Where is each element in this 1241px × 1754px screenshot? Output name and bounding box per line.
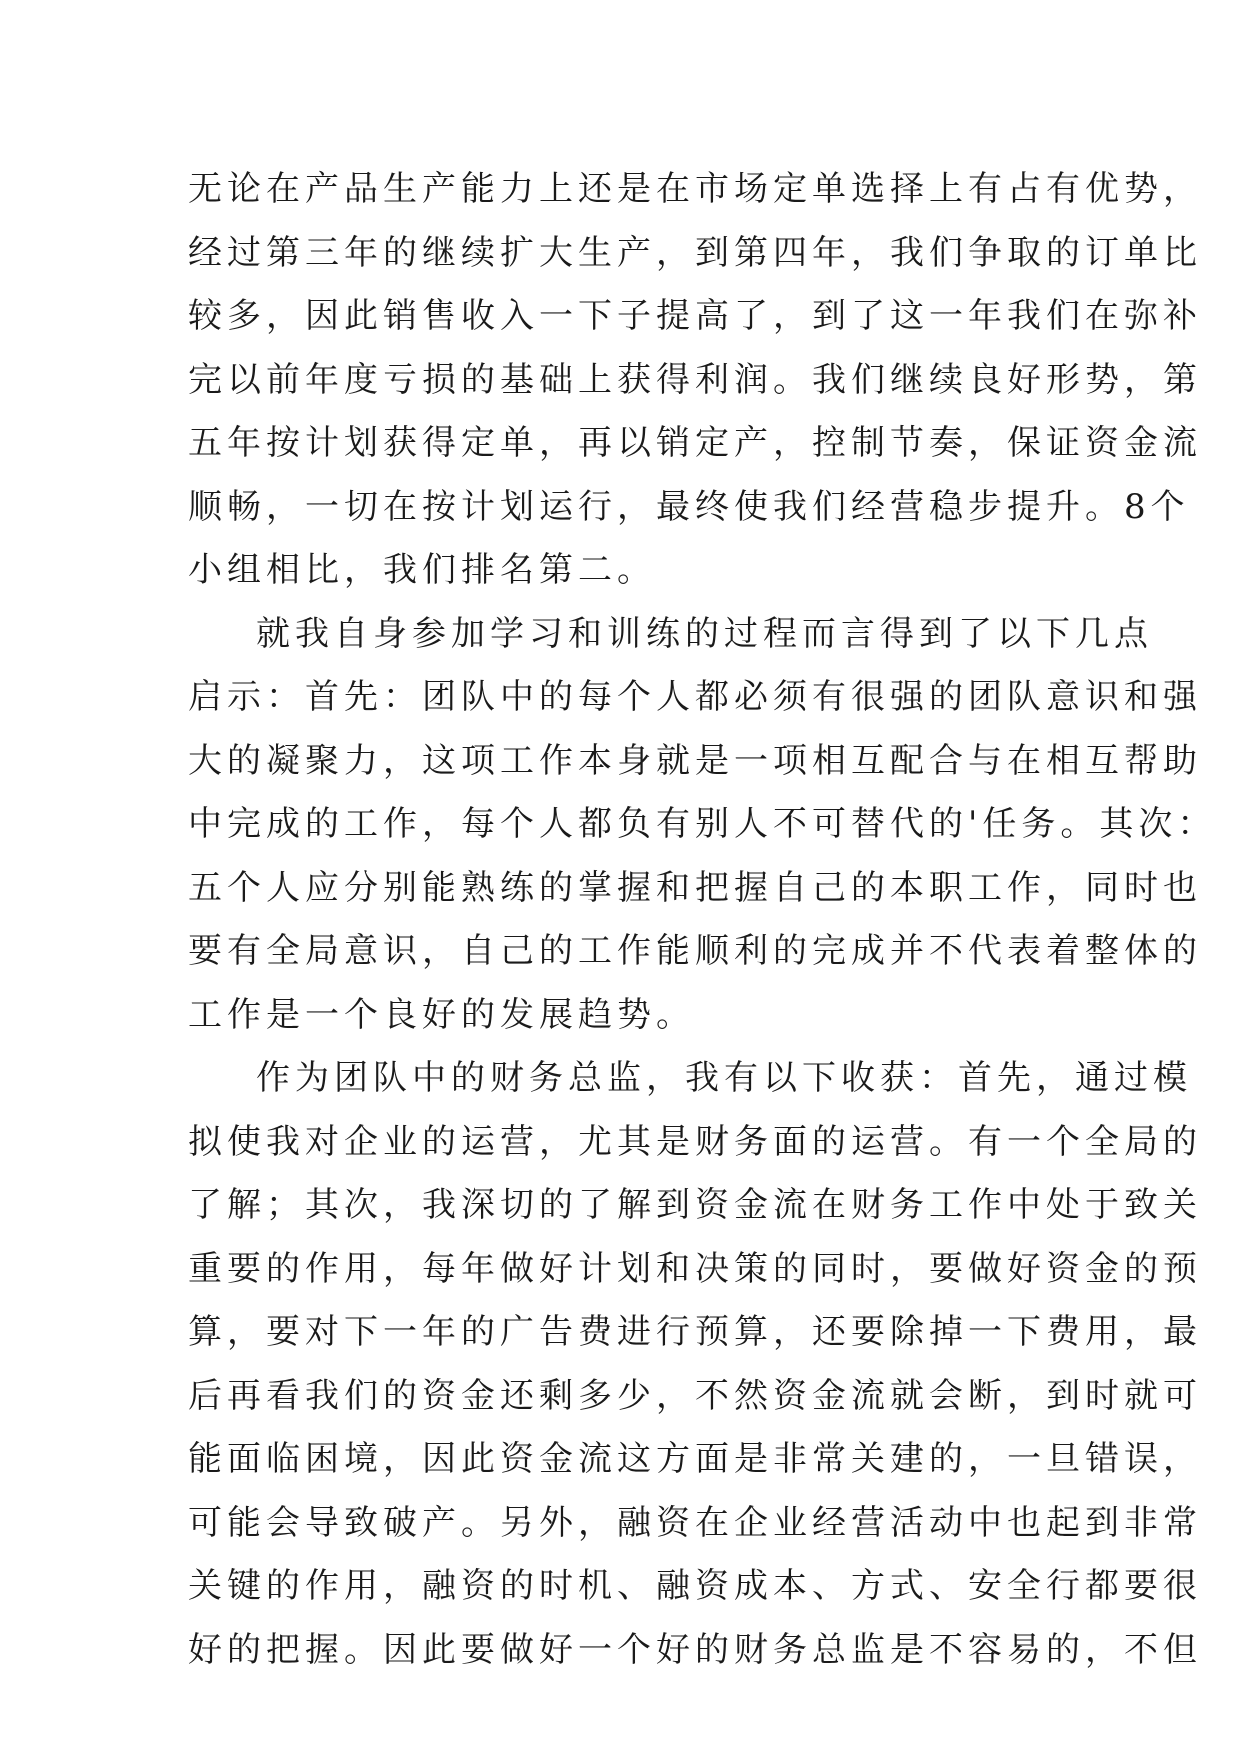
text-line: 能面临困境，因此资金流这方面是非常关建的，一旦错误， (188, 1439, 1202, 1479)
text-line: 较多，因此销售收入一下子提高了，到了这一年我们在弥补 (188, 296, 1202, 336)
paragraph-end-line: 小组相比，我们排名第二。 (188, 550, 656, 590)
text-line: 顺畅，一切在按计划运行，最终使我们经营稳步提升。8个 (188, 486, 1190, 527)
document-body (188, 158, 1217, 1682)
text-line: 算，要对下一年的广告费进行预算，还要除掉一下费用，最 (188, 1312, 1202, 1352)
text-line: 要有全局意识，自己的工作能顺利的完成并不代表着整体的 (188, 931, 1202, 971)
text-line: 后再看我们的资金还剩多少，不然资金流就会断，到时就可 (188, 1375, 1202, 1416)
text-line: 五个人应分别能熟练的掌握和把握自己的本职工作，同时也 (188, 867, 1202, 908)
text-line: 关键的作用，融资的时机、融资成本、方式、安全行都要很 (188, 1566, 1202, 1606)
text-line: 拟使我对企业的运营，尤其是财务面的运营。有一个全局的 (188, 1121, 1202, 1162)
text-line: 完以前年度亏损的基础上获得利润。我们继续良好形势，第 (188, 359, 1202, 400)
text-line: 无论在产品生产能力上还是在市场定单选择上有占有优势， (188, 169, 1202, 209)
text-line: 好的把握。因此要做好一个好的财务总监是不容易的，不但 (188, 1629, 1202, 1670)
text-line: 启示：首先：团队中的每个人都必须有很强的团队意识和强 (188, 677, 1202, 717)
paragraph-end-line: 工作是一个良好的发展趋势。 (188, 994, 695, 1035)
text-line: 经过第三年的继续扩大生产，到第四年，我们争取的订单比 (188, 232, 1202, 273)
paragraph-start-line: 就我自身参加学习和训练的过程而言得到了以下几点 (256, 613, 1153, 654)
text-line: 可能会导致破产。另外，融资在企业经营活动中也起到非常 (188, 1502, 1202, 1543)
text-line: 大的凝聚力，这项工作本身就是一项相互配合与在相互帮助 (188, 740, 1202, 781)
paragraph-start-line: 作为团队中的财务总监，我有以下收获：首先，通过模 (256, 1058, 1192, 1098)
text-line: 了解；其次，我深切的了解到资金流在财务工作中处于致关 (188, 1185, 1202, 1225)
text-line: 五年按计划获得定单，再以销定产，控制节奏，保证资金流 (188, 423, 1202, 463)
text-line: 中完成的工作，每个人都负有别人不可替代的'任务。其次： (188, 804, 1217, 844)
text-line: 重要的作用，每年做好计划和决策的同时，要做好资金的预 (188, 1248, 1202, 1289)
